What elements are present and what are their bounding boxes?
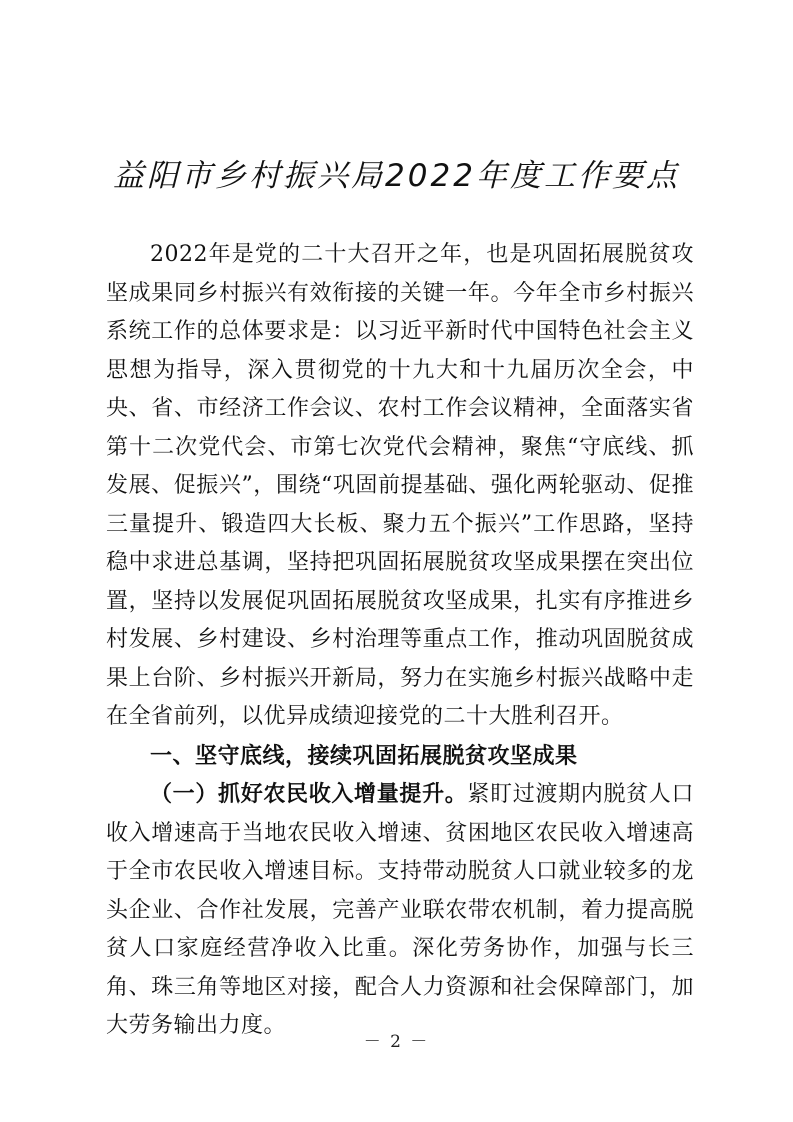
page-number: － 2 － [363,1032,430,1052]
subsection-title: （一）抓好农民收入增量提升。 [150,781,468,807]
subsection-body: 紧盯过渡期内脱贫人口收入增速高于当地农民收入增速、贫困地区农民收入增速高于全市农民收入增速目标。支持带动脱贫人口就业较多的龙头企业、合作社发展，完善产业联农带农机制，着力提高脱贫人口家庭经营净收入比重。深化劳务协作，加强与长三角、珠三角等地区对接，配合人力资源和社会保障部门，加大劳务输出力度。 [106,782,694,1038]
section-heading: 一、坚守底线，接续巩固拓展脱贫攻坚成果 [150,744,578,769]
subsection-paragraph [106,775,694,1046]
intro-paragraph: 2022年是党的二十大召开之年，也是巩固拓展脱贫攻坚成果同乡村振兴有效衔接的关键一年。今年全市乡村振兴系统工作的总体要求是：以习近平新时代中国特色社会主义思想为指导，深入贯彻党的十九大和十九届历次全会，中央、省、市经济工作会议、农村工作会议精神，全面落实省第十二次党代会、市第七次党代会精神，聚焦“守底线、抓发展、促振兴”，围绕“巩固前提基础、强化两轮驱动、促推三量提升、锻造四大长板、聚力五个振兴”工作思路，坚持稳中求进总基调，坚持把巩固拓展脱贫攻坚成果摆在突出位置，坚持以发展促巩固拓展脱贫攻坚成果，扎实有序推进乡村发展、乡村建设、乡村治理等重点工作，推动巩固脱贫成果上台阶、乡村振兴开新局，努力在实施乡村振兴战略中走在全省前列，以优异成绩迎接党的二十大胜利召开。 [106,242,694,729]
document-title: 益阳市乡村振兴局2022年度工作要点 [113,158,680,194]
